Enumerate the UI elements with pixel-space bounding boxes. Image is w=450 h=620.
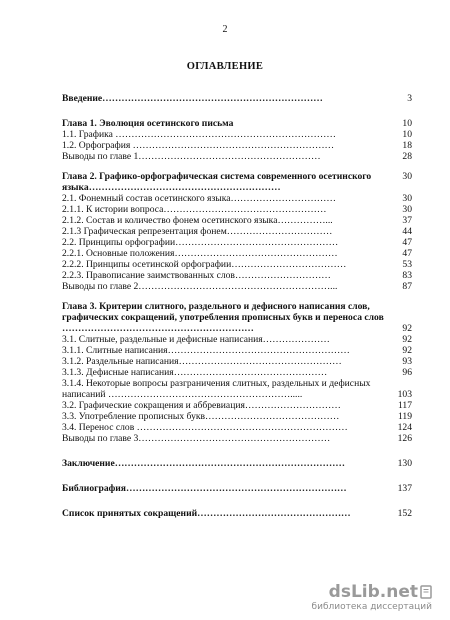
toc-entry-page: 3 [407, 93, 412, 104]
toc-entry-text: Выводы по главе 2……………………………………………………... [62, 281, 338, 292]
table-of-contents [62, 93, 412, 519]
toc-entry-text: 2.1.3 Графическая репрезентация фонем…………………………… [62, 226, 333, 237]
toc-entry-page: 30 [402, 193, 412, 204]
watermark-subtitle: библиотека диссертаций [311, 602, 432, 612]
toc-entry [62, 356, 412, 367]
toc-entry-text: 1.1. Графика …………………………………………………………… [62, 129, 336, 140]
toc-entry-text: 3.1.3. Дефисные написания………………………………………… [62, 367, 328, 378]
toc-entry-chapter-2 [62, 171, 412, 193]
toc-entry-page: 92 [402, 334, 412, 345]
toc-entry-page: 137 [397, 483, 412, 494]
toc-entry [62, 193, 412, 204]
toc-entry-page: 87 [402, 281, 412, 292]
toc-entry-text: 2.2.1. Основные положения…………………………………………… [62, 248, 338, 259]
toc-entry [62, 281, 412, 292]
toc-entry-text: Глава 2. Графико-орфографическая система современного осетинского языка…………………………………………………… [62, 171, 372, 193]
toc-entry-text: 3.1.2. Раздельные написания…………………………………………… [62, 356, 342, 367]
toc-entry-page: 103 [397, 389, 412, 400]
toc-entry [62, 367, 412, 378]
toc-entry [62, 129, 412, 140]
toc-entry [62, 378, 412, 400]
toc-entry [62, 215, 412, 226]
toc-entry-page: 30 [402, 204, 412, 215]
toc-entry [62, 422, 412, 433]
toc-entry-conclusion [62, 458, 412, 469]
toc-entry [62, 140, 412, 151]
toc-entry-page: 83 [402, 270, 412, 281]
toc-entry [62, 151, 412, 162]
toc-entry [62, 248, 412, 259]
toc-entry-chapter-1 [62, 118, 412, 129]
toc-entry-page: 18 [402, 140, 412, 151]
toc-entry-text: 3.4. Перенос слов ………………………………………………………… [62, 422, 348, 433]
toc-entry-introduction [62, 93, 412, 104]
toc-entry [62, 334, 412, 345]
toc-entry-text: 3.2. Графические сокращения и аббревиация………………………… [62, 400, 341, 411]
toc-entry-text: 3.1.1. Слитные написания………………………………………………… [62, 345, 350, 356]
toc-entry-page: 126 [397, 433, 412, 444]
toc-entry-page: 47 [402, 248, 412, 259]
toc-entry-page: 92 [402, 323, 412, 334]
toc-heading: ОГЛАВЛЕНИЕ [186, 61, 264, 72]
watermark-logo-text [312, 582, 432, 602]
toc-entry-bibliography [62, 483, 412, 494]
toc-entry-page: 92 [402, 345, 412, 356]
toc-entry [62, 226, 412, 237]
page-number: 2 [222, 24, 228, 35]
toc-entry [62, 345, 412, 356]
toc-entry-page: 47 [402, 237, 412, 248]
toc-entry-text: Выводы по главе 3…………………………………………………… [62, 433, 331, 444]
toc-entry-text: 3.1.4. Некоторые вопросы разграничения слитных, раздельных и дефисных написаний …………………………………………………..... [62, 378, 371, 400]
toc-entry-text: 2.1.1. К истории вопроса…………………………………………… [62, 204, 327, 215]
toc-entry-text: Библиография…………………………………………………………… [62, 483, 347, 494]
toc-entry [62, 433, 412, 444]
toc-entry-page: 10 [402, 129, 412, 140]
toc-entry-page: 37 [402, 215, 412, 226]
toc-entry-page: 152 [397, 508, 412, 519]
toc-entry [62, 237, 412, 248]
toc-entry-text: Введение…………………………………………………………… [62, 93, 323, 104]
toc-entry-text: Глава 3. Критерии слитного, раздельного и дефисного написания слов, графических сокращений, употребления прописных букв и переноса слов …………………………………………………… [62, 301, 384, 334]
book-icon [420, 585, 432, 599]
toc-entry-page: 44 [402, 226, 412, 237]
toc-entry-text: 2.2. Принципы орфографии…………………………………………… [62, 237, 339, 248]
toc-entry-text: 1.2. Орфография ……………………………………………………… [62, 140, 335, 151]
toc-entry-page: 130 [397, 458, 412, 469]
toc-entry-text: 3.3. Употребление прописных букв…………………………………… [62, 411, 340, 422]
watermark [312, 582, 432, 612]
toc-entry-text: Заключение……………………………………………………………… [62, 458, 345, 469]
toc-entry [62, 270, 412, 281]
toc-entry [62, 400, 412, 411]
toc-entry-page: 96 [402, 367, 412, 378]
toc-entry-page: 10 [402, 118, 412, 129]
toc-entry-text: Список принятых сокращений………………………………………… [62, 508, 351, 519]
toc-entry-page: 30 [402, 171, 412, 182]
toc-entry-text: 2.1. Фонемный состав осетинского языка…………………………… [62, 193, 336, 204]
toc-entry-text: 2.2.2. Принципы осетинской орфографии……………………………… [62, 259, 347, 270]
watermark-title: dsLib.net [328, 582, 418, 602]
toc-entry-text: 3.1. Слитные, раздельные и дефисные написания………………… [62, 334, 330, 345]
toc-entry-abbreviations [62, 508, 412, 519]
toc-entry [62, 259, 412, 270]
toc-entry-page: 28 [402, 151, 412, 162]
toc-entry-text: Глава 1. Эволюция осетинского письма [62, 118, 234, 129]
toc-entry [62, 411, 412, 422]
toc-entry [62, 204, 412, 215]
toc-entry-page: 117 [397, 400, 412, 411]
toc-entry-page: 53 [402, 259, 412, 270]
toc-entry-text: Выводы по главе 1………………………………………………… [62, 151, 321, 162]
toc-entry-page: 119 [397, 411, 412, 422]
toc-entry-page: 124 [397, 422, 412, 433]
toc-entry-page: 93 [402, 356, 412, 367]
toc-entry-text: 2.1.2. Состав и количество фонем осетинского языка……………... [62, 215, 333, 226]
toc-entry-text: 2.2.3. Правописание заимствованных слов………………………… [62, 270, 331, 281]
toc-entry-chapter-3 [62, 301, 412, 334]
